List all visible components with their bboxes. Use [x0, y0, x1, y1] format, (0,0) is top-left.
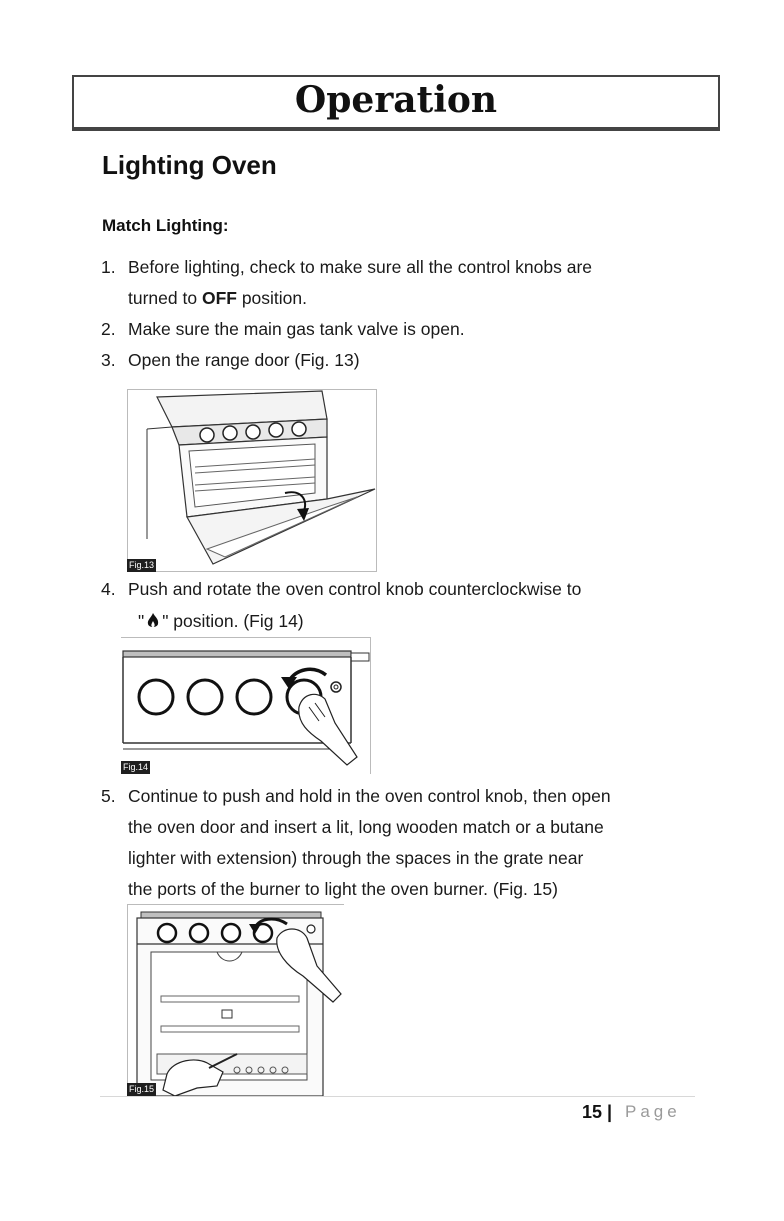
figure-14 — [121, 637, 371, 774]
step-text: Push and rotate the oven control knob counterclockwise to — [128, 579, 582, 599]
figure-13 — [127, 389, 377, 572]
page-number: 15 — [582, 1102, 603, 1122]
step-text: turned to OFF position. — [128, 288, 307, 308]
step-text: Continue to push and hold in the oven control knob, then open — [128, 786, 611, 806]
step-text: Before lighting, check to make sure all the control knobs are — [128, 257, 592, 277]
sub-title: Match Lighting: — [102, 216, 229, 235]
section-title: Lighting Oven — [102, 150, 277, 180]
step-text: " " position. (Fig 14) — [138, 611, 304, 631]
page-title: Operation — [294, 79, 498, 121]
step-text: Make sure the main gas tank valve is open. — [128, 319, 465, 339]
match-lighting-burner-illustration — [127, 904, 344, 1096]
header-box — [72, 75, 720, 131]
step-number: 1. — [101, 257, 116, 277]
figure-label: Fig.13 — [129, 560, 155, 570]
figure-label: Fig.15 — [129, 1084, 155, 1094]
off-keyword: OFF — [201, 288, 237, 308]
control-knob-rotate-illustration — [121, 637, 371, 774]
oven-door-open-illustration — [127, 389, 377, 572]
page-separator: | — [607, 1102, 613, 1122]
footer-divider — [100, 1096, 695, 1097]
step-number: 5. — [101, 786, 116, 806]
page-word: Page — [625, 1102, 681, 1121]
step-number: 4. — [101, 579, 116, 599]
flame-icon — [146, 612, 160, 630]
step-text: Open the range door (Fig. 13) — [128, 350, 360, 370]
figure-15 — [127, 904, 344, 1096]
step-text: the oven door and insert a lit, long wooden match or a butane — [128, 817, 604, 837]
step-number: 2. — [101, 319, 116, 339]
figure-label: Fig.14 — [123, 762, 149, 772]
step-text: lighter with extension) through the spaces in the grate near — [128, 848, 584, 868]
step-text: the ports of the burner to light the oven burner. (Fig. 15) — [128, 879, 558, 899]
step-number: 3. — [101, 350, 116, 370]
